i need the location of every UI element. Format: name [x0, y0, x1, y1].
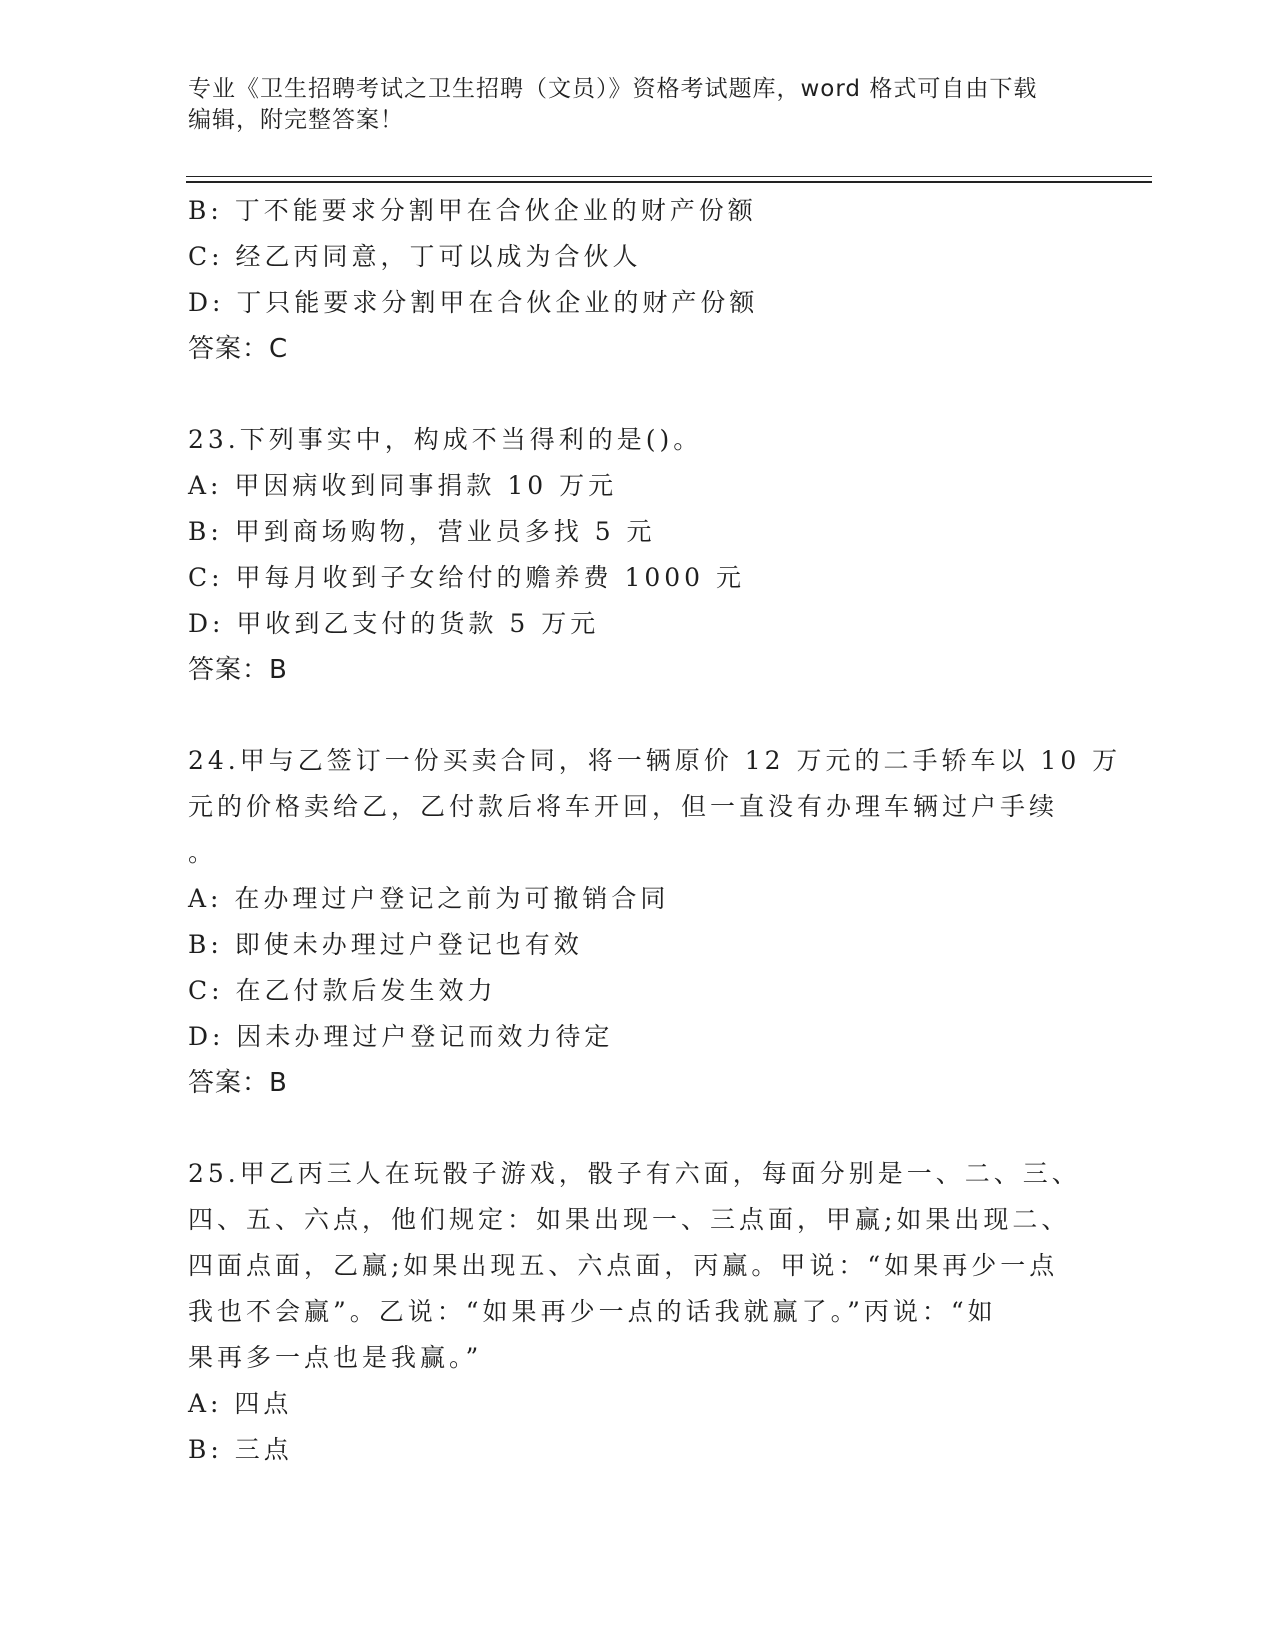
option-b: B: 丁不能要求分割甲在合伙企业的财产份额	[188, 196, 757, 225]
option-b: B: 三点	[188, 1435, 293, 1464]
option-a: A: 四点	[188, 1389, 293, 1418]
option-a: A: 甲因病收到同事捐款 10 万元	[188, 471, 618, 500]
spacer	[188, 693, 1088, 738]
spacer	[188, 1106, 1088, 1151]
header-line-2: 编辑，附完整答案！	[188, 107, 404, 133]
question-text-line: 25.甲乙丙三人在玩骰子游戏，骰子有六面，每面分别是一、二、三、	[188, 1159, 1081, 1188]
question-text-line: 。	[188, 838, 218, 867]
option-c: C: 甲每月收到子女给付的赡养费 1000 元	[188, 563, 746, 592]
question-text: 23.下列事实中，构成不当得利的是()。	[188, 425, 703, 454]
answer: 答案：C	[188, 334, 289, 364]
option-d: D: 甲收到乙支付的货款 5 万元	[188, 609, 600, 638]
document-header	[188, 74, 1088, 136]
option-c: C: 在乙付款后发生效力	[188, 976, 497, 1005]
option-b: B: 即使未办理过户登记也有效	[188, 930, 583, 959]
option-d: D: 丁只能要求分割甲在合伙企业的财产份额	[188, 288, 759, 317]
option-d: D: 因未办理过户登记而效力待定	[188, 1022, 614, 1051]
question-text-line: 24.甲与乙签订一份买卖合同，将一辆原价 12 万元的二手轿车以 10 万	[188, 746, 1122, 775]
header-line-1: 专业《卫生招聘考试之卫生招聘（文员）》资格考试题库，word 格式可自由下载	[188, 76, 1038, 102]
answer: 答案：B	[188, 1068, 288, 1098]
question-25	[188, 1151, 1088, 1473]
header-divider-thin	[186, 176, 1152, 177]
question-text-line: 我也不会赢”。乙说：“如果再少一点的话我就赢了。”丙说：“如	[188, 1297, 997, 1326]
question-23	[188, 417, 1088, 693]
question-text-line: 果再多一点也是我赢。”	[188, 1343, 483, 1372]
question-24	[188, 738, 1122, 1106]
option-c: C: 经乙丙同意，丁可以成为合伙人	[188, 242, 642, 271]
question-content	[188, 188, 1122, 1473]
question-text-line: 四面点面，乙赢;如果出现五、六点面，丙赢。甲说：“如果再少一点	[188, 1251, 1059, 1280]
question-text-line: 四、五、六点，他们规定：如果出现一、三点面，甲赢;如果出现二、	[188, 1205, 1071, 1234]
option-a: A: 在办理过户登记之前为可撤销合同	[188, 884, 670, 913]
option-b: B: 甲到商场购物，营业员多找 5 元	[188, 517, 656, 546]
header-divider-thick	[186, 181, 1152, 183]
answer: 答案：B	[188, 655, 288, 685]
question-text-line: 元的价格卖给乙，乙付款后将车开回，但一直没有办理车辆过户手续	[188, 792, 1059, 821]
spacer	[188, 372, 1088, 417]
question-22	[188, 188, 1088, 372]
